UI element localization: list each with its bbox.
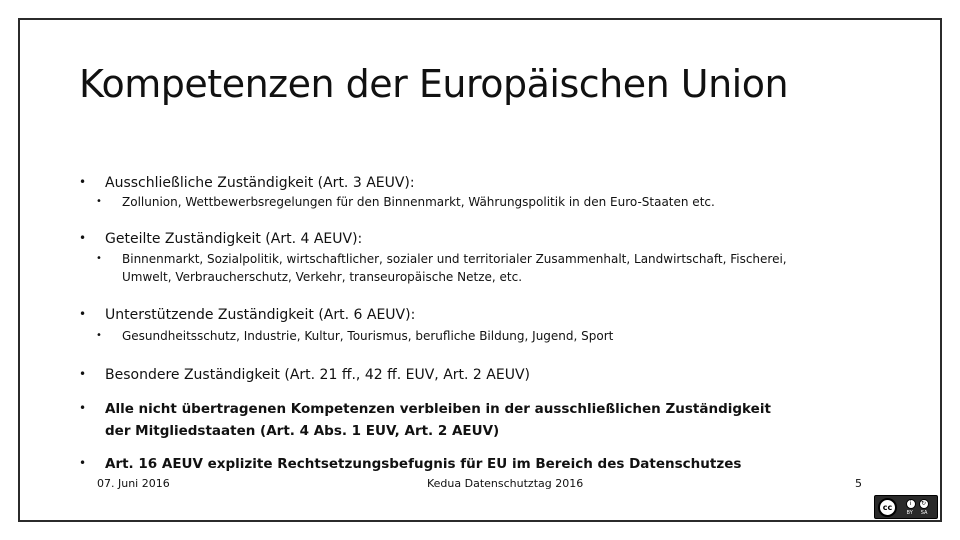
bullet-item <box>79 364 799 386</box>
slide-title: Kompetenzen der Europäischen Union <box>79 62 789 106</box>
bullet-text: Unterstützende Zuständigkeit (Art. 6 AEUV): <box>105 307 416 323</box>
bullet-text: Art. 16 AEUV explizite Rechtsetzungsbefugnis für EU im Bereich des Datenschutzes <box>105 456 742 472</box>
license-icons <box>900 499 934 516</box>
bullet-marker: • <box>79 175 87 189</box>
page-number: 5 <box>855 477 862 490</box>
creative-commons-icon: cc <box>878 498 897 517</box>
attribution-icon: i <box>906 499 916 509</box>
bullet-marker: • <box>79 401 87 415</box>
share-alike-icon: ↻ <box>919 499 929 509</box>
sub-bullet-text: Gesundheitsschutz, Industrie, Kultur, Tourismus, berufliche Bildung, Jugend, Sport <box>122 329 614 343</box>
bullet-item <box>79 172 799 194</box>
footer-date: 07. Juni 2016 <box>97 477 170 490</box>
sub-bullet-marker: • <box>96 196 102 207</box>
sub-bullet-marker: • <box>96 330 102 341</box>
sub-bullet-item <box>96 327 816 345</box>
bullet-item <box>79 453 799 475</box>
bullet-text: Besondere Zuständigkeit (Art. 21 ff., 42 ff. EUV, Art. 2 AEUV) <box>105 367 530 383</box>
by-label: BY <box>906 509 913 516</box>
bullet-marker: • <box>79 231 87 245</box>
sa-label: SA <box>920 509 928 516</box>
bullet-text: Ausschließliche Zuständigkeit (Art. 3 AEUV): <box>105 175 415 191</box>
bullet-item <box>79 304 799 326</box>
bullet-marker: • <box>79 456 87 470</box>
bullet-text: Geteilte Zuständigkeit (Art. 4 AEUV): <box>105 231 363 247</box>
sub-bullet-text: Zollunion, Wettbewerbsregelungen für den Binnenmarkt, Währungspolitik in den Euro-Staaten etc. <box>122 195 715 209</box>
sub-bullet-item <box>96 193 816 211</box>
sub-bullet-item <box>96 250 826 286</box>
bullet-marker: • <box>79 367 87 381</box>
bullet-item <box>79 228 799 250</box>
bullet-item <box>79 398 799 442</box>
footer-event: Kedua Datenschutztag 2016 <box>427 477 584 490</box>
cc-license-badge[interactable] <box>874 495 938 519</box>
bullet-text: Alle nicht übertragenen Kompetenzen verbleiben in der ausschließlichen Zuständigkeit der Mitgliedstaaten (Art. 4 Abs. 1 EUV, Art. 2 AEUV) <box>105 401 771 439</box>
sub-bullet-marker: • <box>96 253 102 264</box>
sub-bullet-text: Binnenmarkt, Sozialpolitik, wirtschaftlicher, sozialer und territorialer Zusammenhalt, Landwirtschaft, Fischerei, Umwelt, Verbraucherschutz, Verkehr, transeuropäische Netze, etc. <box>122 252 787 284</box>
bullet-marker: • <box>79 307 87 321</box>
